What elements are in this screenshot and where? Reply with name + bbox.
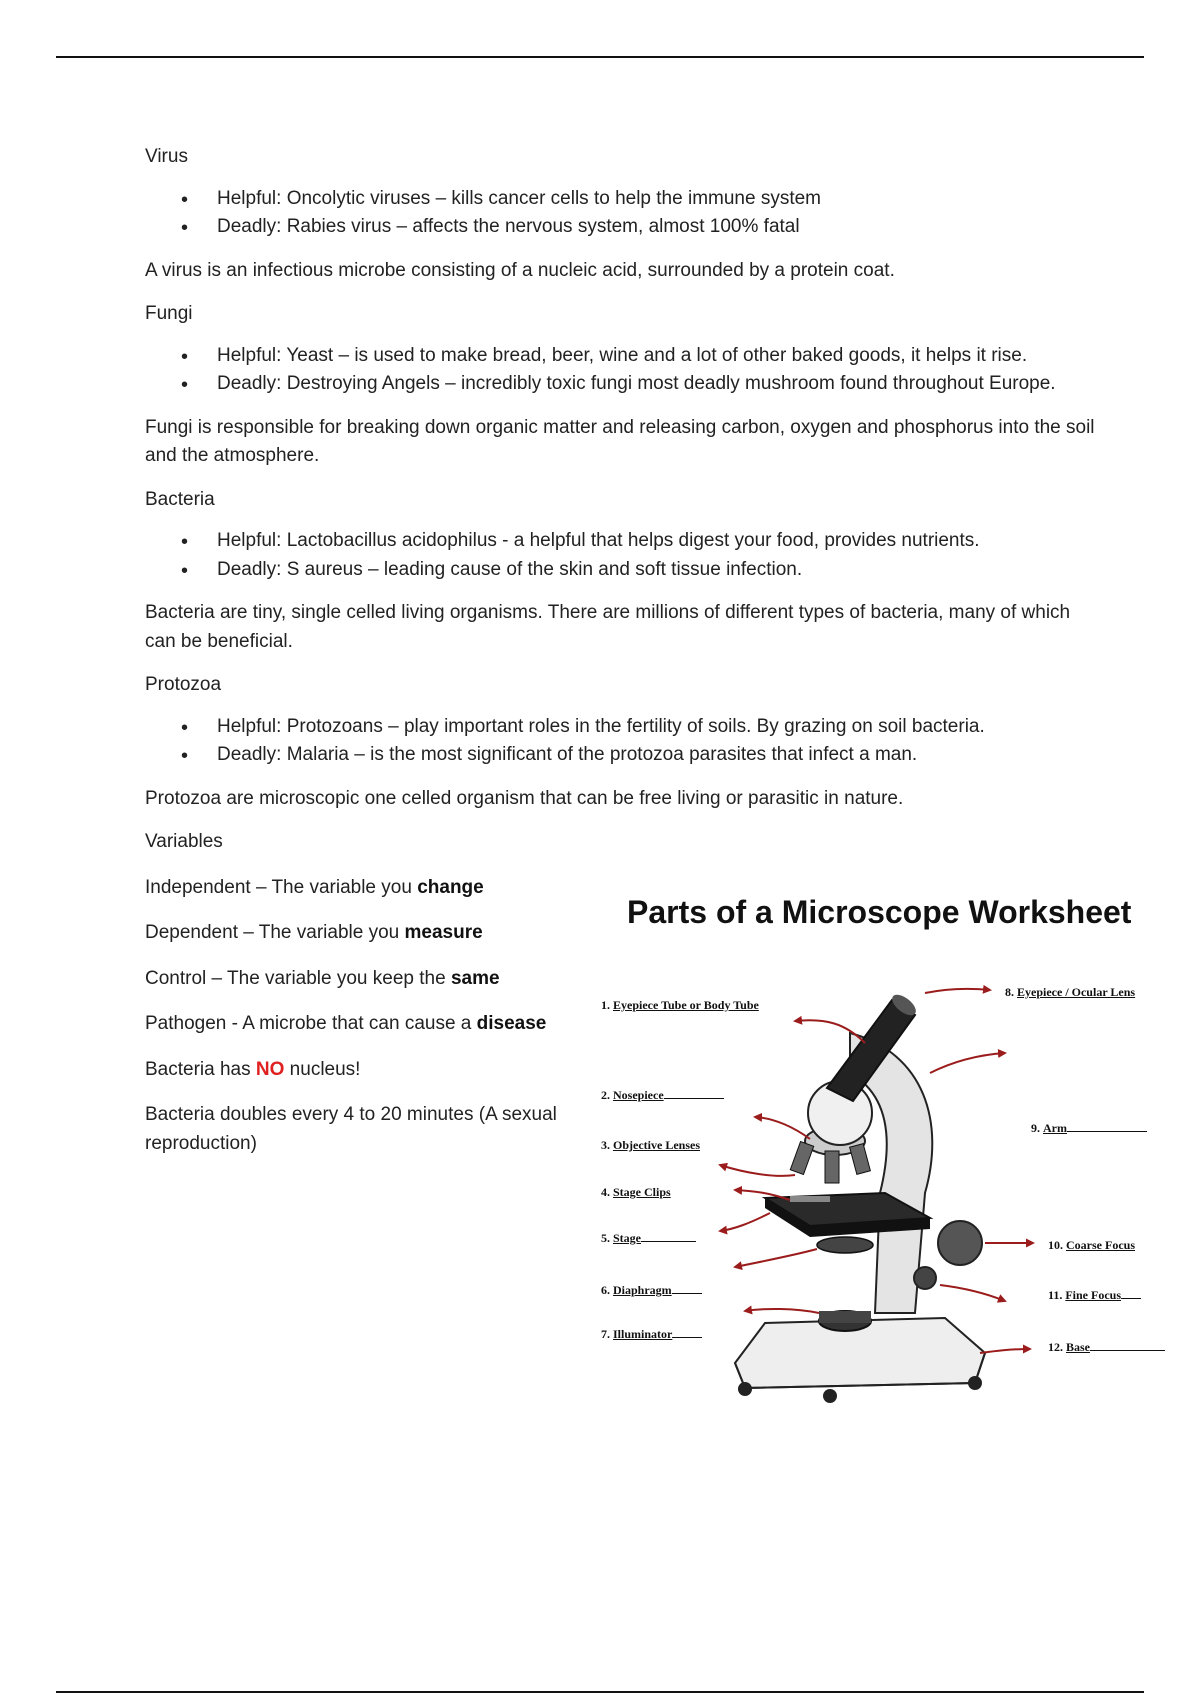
label-text: Diaphragm — [613, 1283, 672, 1297]
label-blank — [1090, 1340, 1165, 1351]
virus-heading: Virus — [145, 146, 188, 167]
label-number: 9. — [1031, 1121, 1040, 1135]
virus-summary: A virus is an infectious microbe consisting of a nucleic acid, surrounded by a protein coat. — [145, 259, 895, 281]
list-item: • Helpful: Protozoans – play important roles in the fertility of soils. By grazing on soil bacteria. — [217, 713, 1105, 742]
bacteria-list — [145, 527, 1105, 584]
label-text: Eyepiece / Ocular Lens — [1017, 985, 1136, 999]
label-stage-clips — [601, 1183, 671, 1201]
fungi-heading: Fungi — [145, 303, 193, 324]
label-base — [1048, 1338, 1165, 1356]
base-foot — [968, 1376, 982, 1390]
footer-rule — [56, 1691, 1144, 1693]
label-blank — [641, 1231, 696, 1242]
label-text: Base — [1066, 1340, 1090, 1354]
base-foot — [738, 1382, 752, 1396]
label-number: 5. — [601, 1231, 610, 1245]
definition-text: Dependent – The variable you — [145, 922, 405, 943]
label-eyepiece-tube — [601, 996, 759, 1014]
fine-focus-knob — [914, 1267, 936, 1289]
arrow-stage — [720, 1213, 770, 1231]
coarse-focus-knob — [938, 1221, 982, 1265]
definition-keyword: measure — [404, 922, 483, 943]
label-text: Nosepiece — [613, 1088, 664, 1102]
objective-lens — [825, 1151, 839, 1183]
bacteria-summary: Bacteria are tiny, single celled living organisms. There are millions of different types of bacteria, many of which can be beneficial. — [145, 602, 1071, 652]
label-number: 2. — [601, 1088, 610, 1102]
variables-heading: Variables — [145, 831, 223, 852]
label-nosepiece — [601, 1086, 724, 1104]
label-eyepiece-lens — [1005, 983, 1135, 1001]
list-item: • Deadly: Malaria – is the most significant of the protozoa parasites that infect a man. — [217, 741, 1105, 770]
header-rule — [56, 56, 1144, 58]
list-item: • Deadly: S aureus – leading cause of the skin and soft tissue infection. — [217, 556, 1105, 585]
stage-clip — [790, 1196, 830, 1202]
label-number: 8. — [1005, 985, 1014, 999]
label-text: Coarse Focus — [1066, 1238, 1135, 1252]
label-blank — [672, 1327, 702, 1338]
label-arm — [1031, 1119, 1147, 1137]
label-number: 1. — [601, 998, 610, 1012]
definition-keyword: disease — [476, 1013, 547, 1034]
definition-text: Control – The variable you keep the — [145, 967, 451, 989]
note-highlight: NO — [255, 1058, 285, 1080]
list-item: • Helpful: Yeast – is used to make bread, beer, wine and a lot of other baked goods, it helps it rise. — [217, 342, 1105, 371]
definition-text: Independent – The variable you — [145, 876, 418, 898]
arrow-diaphragm — [735, 1249, 817, 1267]
illuminator-housing — [819, 1311, 871, 1323]
label-number: 3. — [601, 1138, 610, 1152]
label-objective-lenses — [601, 1136, 700, 1154]
label-text: Fine Focus — [1065, 1288, 1122, 1302]
definition-keyword: change — [417, 876, 484, 898]
label-text: Illuminator — [613, 1327, 673, 1341]
objective-lens — [850, 1144, 871, 1175]
list-item: • Deadly: Rabies virus – affects the nervous system, almost 100% fatal — [217, 213, 1105, 242]
protozoa-list — [145, 713, 1105, 770]
variables-column — [145, 828, 575, 1158]
label-blank — [1067, 1121, 1147, 1132]
bacteria-heading: Bacteria — [145, 488, 215, 510]
protozoa-summary: Protozoa are microscopic one celled organism that can be free living or parasitic in nature. — [145, 787, 904, 809]
note-text: Bacteria has — [145, 1058, 256, 1080]
label-number: 6. — [601, 1283, 610, 1297]
definition-text: Pathogen - A microbe that can cause a — [145, 1013, 477, 1034]
arrow-fine-focus — [940, 1285, 1005, 1301]
label-illuminator — [601, 1325, 702, 1343]
fungi-list — [145, 342, 1105, 399]
label-text: Arm — [1043, 1121, 1067, 1135]
dependent-definition — [145, 919, 575, 948]
note-text: nucleus! — [284, 1058, 361, 1080]
base-foot — [823, 1389, 837, 1403]
virus-list — [145, 185, 1105, 242]
label-blank — [672, 1283, 702, 1294]
label-number: 10. — [1048, 1238, 1063, 1252]
label-text: Objective Lenses — [613, 1138, 700, 1152]
independent-definition — [145, 874, 575, 903]
label-blank — [1121, 1288, 1141, 1299]
label-number: 4. — [601, 1185, 610, 1199]
label-stage — [601, 1229, 696, 1247]
fungi-summary: Fungi is responsible for breaking down organic matter and releasing carbon, oxygen and phosphorus into the soil and the atmosphere. — [145, 416, 1095, 466]
pathogen-definition — [145, 1010, 575, 1039]
microscope-worksheet-figure — [595, 893, 1195, 1445]
label-number: 12. — [1048, 1340, 1063, 1354]
label-fine-focus — [1048, 1286, 1141, 1304]
arrow-base — [980, 1349, 1030, 1353]
arrow-arm — [930, 1053, 1005, 1073]
label-coarse-focus — [1048, 1236, 1135, 1254]
label-number: 11. — [1048, 1288, 1063, 1302]
arrow-nosepiece — [755, 1117, 810, 1139]
definition-keyword: same — [450, 967, 500, 989]
arrow-objective-lenses — [720, 1165, 795, 1176]
label-number: 7. — [601, 1327, 610, 1341]
label-text: Eyepiece Tube or Body Tube — [613, 998, 759, 1012]
arrow-illuminator — [745, 1309, 819, 1313]
bacteria-nucleus-note — [145, 1056, 575, 1085]
list-item: • Helpful: Oncolytic viruses – kills cancer cells to help the immune system — [217, 185, 1105, 214]
control-definition — [145, 965, 575, 994]
microscope-illustration — [595, 893, 1195, 1445]
label-text: Stage Clips — [613, 1185, 671, 1199]
label-blank — [664, 1088, 724, 1099]
diaphragm — [817, 1237, 873, 1253]
protozoa-heading: Protozoa — [145, 674, 222, 695]
label-text: Stage — [613, 1231, 641, 1245]
bacteria-doubling-note: Bacteria doubles every 4 to 20 minutes (A sexual reproduction) — [145, 1104, 557, 1154]
worksheet-title: Parts of a Microscope Worksheet — [627, 894, 1132, 930]
arrow-eyepiece-lens — [925, 989, 990, 993]
objective-lens — [790, 1142, 813, 1175]
list-item: • Helpful: Lactobacillus acidophilus - a helpful that helps digest your food, provides nutrients. — [217, 527, 1105, 556]
list-item: • Deadly: Destroying Angels – incredibly toxic fungi most deadly mushroom found throughout Europe. — [217, 370, 1105, 399]
label-diaphragm — [601, 1281, 702, 1299]
